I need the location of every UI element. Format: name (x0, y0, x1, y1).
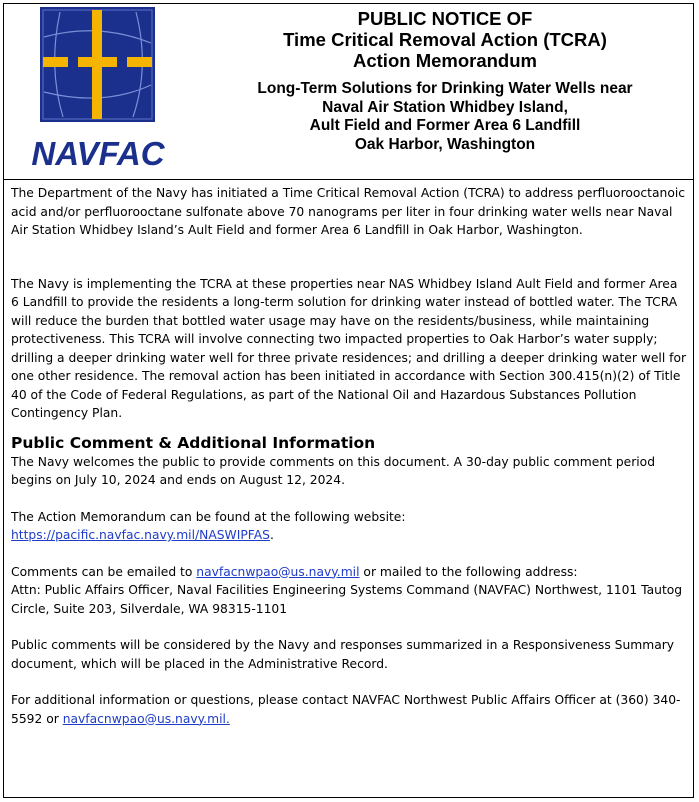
navfac-logo (8, 7, 198, 175)
mailing-address: Attn: Public Affairs Officer, Naval Facilities Engineering Systems Command (NAVFAC) Northwest, 1101 Tautog Circle, Suite 203, Silverdale, WA 98315-1101 (11, 583, 683, 616)
subtitle-line-2: Naval Air Station Whidbey Island, (322, 98, 568, 116)
memo-location-text: The Action Memorandum can be found at the following website: (11, 509, 406, 524)
notice-body (11, 184, 689, 728)
comment-period-paragraph: The Navy welcomes the public to provide comments on this document. A 30-day public comment period begins on July 10, 2024 and ends on August 12, 2024. (11, 454, 656, 487)
intro-paragraph: The Department of the Navy has initiated a Time Critical Removal Action (TCRA) to address perfluorooctanoic acid and/or perfluorooctane sulfonate above 70 nanograms per liter in four drinking water wells near Naval Air Station Whidbey Island’s Ault Field and former Area 6 Landfill in Oak Harbor, Washington. (11, 186, 686, 237)
comments-intro: Comments can be emailed to (11, 564, 197, 579)
title-line-1: PUBLIC NOTICE OF (357, 8, 533, 29)
comments-mail-text: or mailed to the following address: (359, 564, 578, 579)
notice-header (4, 4, 693, 180)
subtitle-line-3: Ault Field and Former Area 6 Landfill (309, 117, 581, 134)
contact-paragraph (11, 691, 689, 728)
title-line-3: Action Memorandum (353, 50, 537, 71)
email-link[interactable]: navfacnwpao@us.navy.mil (196, 564, 360, 579)
notice-frame (3, 3, 694, 798)
memo-location-paragraph (11, 508, 689, 545)
implementation-paragraph: The Navy is implementing the TCRA at these properties near NAS Whidbey Island Ault Field and former Area 6 Landfill to provide the residents a long-term solution for drinking water instead of bottled water. The TCRA will reduce the burden that bottled water usage may have on the residents/business, while maintaining protectiveness. This TCRA will involve connecting two impacted properties to Oak Harbor’s water supply; drilling a deeper drinking water well for three private residences; and drilling a deeper drinking water well for one other residence. The removal action has been initiated in accordance with Section 300.415(n)(2) of Title 40 of the Code of Federal Regulations, as part of the National Oil and Hazardous Substances Pollution Contingency Plan. (11, 276, 687, 420)
title-line-2: Time Critical Removal Action (TCRA) (283, 29, 607, 50)
navfac-emblem-icon (8, 7, 198, 175)
comments-paragraph (11, 563, 689, 619)
notice-titles (200, 8, 690, 154)
subtitle-line-1: Long-Term Solutions for Drinking Water Wells near (257, 80, 633, 97)
section-heading: Public Comment & Additional Information (11, 433, 376, 452)
website-link[interactable]: https://pacific.navfac.navy.mil/NASWIPFAS (11, 528, 270, 542)
contact-text: For additional information or questions, please contact NAVFAC Northwest Public Affairs Officer at (360) 340-5592 or (11, 693, 681, 726)
navfac-wordmark: NAVFAC (31, 135, 165, 172)
subtitle-line-4: Oak Harbor, Washington (354, 135, 536, 153)
responsiveness-paragraph: Public comments will be considered by the Navy and responses summarized in a Responsiveness Summary document, which will be placed in the Administrative Record. (11, 638, 675, 671)
website-link-period: . (269, 528, 274, 542)
contact-email-link[interactable]: navfacnwpao@us.navy.mil. (62, 711, 230, 726)
notice-subtitle (200, 80, 690, 154)
